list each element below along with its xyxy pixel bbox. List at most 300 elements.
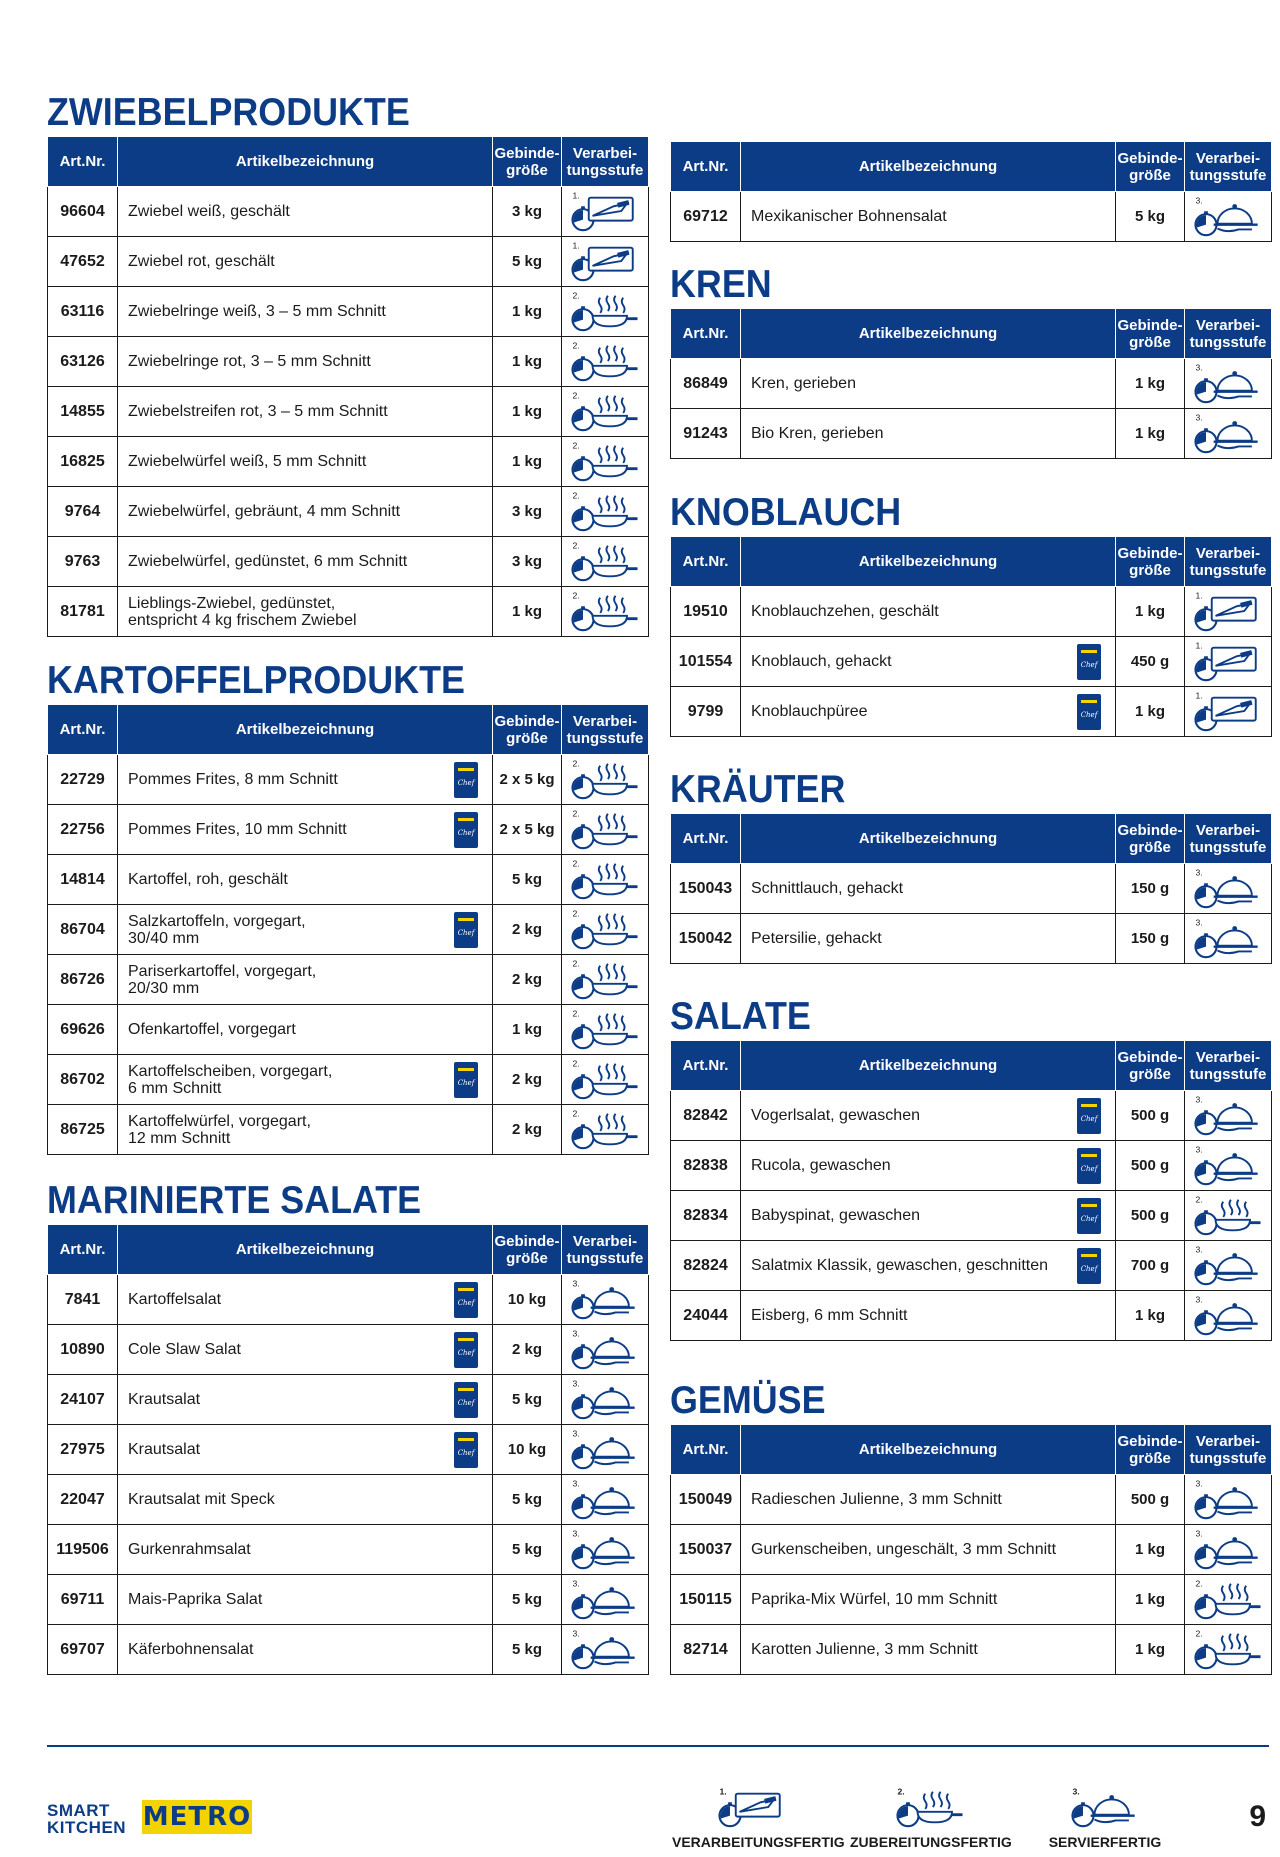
level-3-serving-icon <box>570 1478 640 1522</box>
article-name-line: Mexikanischer Bohnensalat <box>751 208 947 225</box>
table-row <box>48 337 649 387</box>
article-number: 82842 <box>671 1091 741 1141</box>
level-2-preparation-icon <box>570 1058 640 1102</box>
article-number: 69711 <box>48 1575 118 1625</box>
svg-text:2.: 2. <box>572 590 580 601</box>
article-number: 22729 <box>48 755 118 805</box>
article-number: 86726 <box>48 955 118 1005</box>
table-header-row <box>671 537 1272 587</box>
svg-text:2.: 2. <box>572 440 580 451</box>
article-name <box>118 587 493 637</box>
level-2-preparation-icon <box>570 908 640 952</box>
svg-text:2.: 2. <box>572 958 580 969</box>
article-name <box>118 337 493 387</box>
header-verarbeitungsstufe <box>1185 1041 1272 1091</box>
header-lvl-line1: Verarbei- <box>1195 544 1261 562</box>
header-qty-line2: größe <box>1129 838 1171 856</box>
level-3-serving-icon <box>1193 1094 1263 1138</box>
article-number: 69707 <box>48 1625 118 1675</box>
legend-item-level-2 <box>850 1786 1010 1850</box>
level-2-preparation-icon <box>570 440 640 484</box>
article-number: 9763 <box>48 537 118 587</box>
table-row <box>48 855 649 905</box>
article-number: 16825 <box>48 437 118 487</box>
header-art-nr: Art.Nr. <box>671 537 741 587</box>
svg-text:3.: 3. <box>1195 412 1203 423</box>
package-size: 5 kg <box>493 855 562 905</box>
article-name-line: Radieschen Julienne, 3 mm Schnitt <box>751 1491 1002 1508</box>
level-3-serving-icon <box>1193 1478 1263 1522</box>
article-name-line: Rucola, gewaschen <box>751 1157 891 1174</box>
table-row <box>48 1055 649 1105</box>
article-name-line: Pommes Frites, 8 mm Schnitt <box>128 771 338 788</box>
svg-text:2.: 2. <box>572 340 580 351</box>
header-artikelbezeichnung: Artikelbezeichnung <box>741 1425 1116 1475</box>
level-3-serving-icon <box>570 1328 640 1372</box>
header-art-nr: Art.Nr. <box>671 1425 741 1475</box>
package-size: 5 kg <box>493 1375 562 1425</box>
table-header-row <box>48 1225 649 1275</box>
table-header-row <box>671 814 1272 864</box>
article-name-line: Kartoffel, roh, geschält <box>128 871 288 888</box>
article-name <box>118 855 493 905</box>
level-1-processing-icon <box>570 190 640 234</box>
table-row <box>671 914 1272 964</box>
table-row <box>671 687 1272 737</box>
header-artikelbezeichnung: Artikelbezeichnung <box>741 142 1116 192</box>
table-row <box>671 1291 1272 1341</box>
section-title: SALATE <box>670 995 811 1038</box>
legend-label: ZUBEREITUNGSFERTIG <box>850 1834 1012 1850</box>
header-qty-line1: Gebinde- <box>494 1232 560 1250</box>
processing-level <box>562 437 649 487</box>
level-2-preparation-icon <box>570 758 640 802</box>
svg-text:2.: 2. <box>572 758 580 769</box>
article-name <box>118 437 493 487</box>
article-name <box>741 1575 1116 1625</box>
header-qty-line2: größe <box>506 729 548 747</box>
article-name <box>118 1525 493 1575</box>
table-row <box>48 1625 649 1675</box>
article-name-line: entspricht 4 kg frischem Zwiebel <box>128 611 357 629</box>
table-header-row <box>671 1041 1272 1091</box>
table-row <box>48 755 649 805</box>
product-table <box>670 536 1272 737</box>
article-name <box>118 287 493 337</box>
article-name-line: Kartoffelwürfel, vorgegart, <box>128 1112 311 1130</box>
processing-level <box>1185 1091 1272 1141</box>
table-row <box>48 387 649 437</box>
article-name <box>118 1325 493 1375</box>
header-lvl-line2: tungsstufe <box>1189 1065 1267 1083</box>
header-lvl-line1: Verarbei- <box>1195 821 1261 839</box>
legend-label: VERARBEITUNGSFERTIG <box>672 1834 845 1850</box>
processing-level <box>1185 1475 1272 1525</box>
level-1-processing-icon <box>1193 590 1263 634</box>
article-name-line: Salatmix Klassik, gewaschen, geschnitten <box>751 1257 1049 1274</box>
package-size: 1 kg <box>1116 359 1185 409</box>
article-name <box>118 1375 493 1425</box>
header-lvl-line2: tungsstufe <box>1189 333 1267 351</box>
table-row <box>671 1191 1272 1241</box>
header-qty-line2: größe <box>1129 1065 1171 1083</box>
level-3-serving-icon <box>570 1628 640 1672</box>
header-verarbeitungsstufe <box>1185 814 1272 864</box>
processing-level <box>1185 1575 1272 1625</box>
table-row <box>48 905 649 955</box>
article-name <box>118 237 493 287</box>
header-lvl-line2: tungsstufe <box>566 161 644 179</box>
header-qty-line1: Gebinde- <box>1117 1432 1183 1450</box>
package-size: 2 x 5 kg <box>493 805 562 855</box>
package-size: 500 g <box>1116 1091 1185 1141</box>
header-artikelbezeichnung: Artikelbezeichnung <box>118 137 493 187</box>
header-art-nr: Art.Nr. <box>48 705 118 755</box>
package-size: 150 g <box>1116 914 1185 964</box>
processing-level <box>1185 192 1272 242</box>
section-marinierte <box>47 1178 646 1675</box>
section-kraeuter <box>670 767 1269 964</box>
svg-text:1.: 1. <box>1195 640 1203 651</box>
table-row <box>48 287 649 337</box>
processing-level <box>562 1005 649 1055</box>
level-3-serving-icon <box>1070 1786 1140 1830</box>
article-name <box>741 1625 1116 1675</box>
metro-chef-logo <box>1077 1198 1101 1234</box>
header-verarbeitungsstufe <box>562 1225 649 1275</box>
package-size: 2 kg <box>493 905 562 955</box>
package-size: 2 kg <box>493 1105 562 1155</box>
processing-level <box>562 1625 649 1675</box>
article-name <box>118 387 493 437</box>
svg-text:2.: 2. <box>572 908 580 919</box>
metro-label: METRO <box>142 1802 252 1832</box>
header-lvl-line2: tungsstufe <box>1189 1449 1267 1467</box>
article-name-line: 20/30 mm <box>128 979 200 997</box>
processing-level <box>562 387 649 437</box>
processing-level <box>1185 1141 1272 1191</box>
article-number: 27975 <box>48 1425 118 1475</box>
processing-level <box>562 1475 649 1525</box>
article-number: 96604 <box>48 187 118 237</box>
processing-level <box>562 905 649 955</box>
section-title: GEMÜSE <box>670 1379 826 1422</box>
article-name <box>118 1425 493 1475</box>
svg-text:3.: 3. <box>1195 867 1203 878</box>
article-name <box>118 1575 493 1625</box>
article-name-line: Kren, gerieben <box>751 375 856 392</box>
processing-level <box>1185 1625 1272 1675</box>
article-number: 82714 <box>671 1625 741 1675</box>
table-header-row <box>671 1425 1272 1475</box>
svg-text:3.: 3. <box>572 1278 580 1289</box>
article-name-line: Paprika-Mix Würfel, 10 mm Schnitt <box>751 1591 998 1608</box>
level-2-preparation-icon <box>1193 1628 1263 1672</box>
svg-text:3.: 3. <box>572 1478 580 1489</box>
level-2-preparation-icon <box>570 540 640 584</box>
article-name-line: Eisberg, 6 mm Schnitt <box>751 1307 908 1324</box>
level-3-serving-icon <box>1193 1244 1263 1288</box>
header-qty-line2: größe <box>1129 333 1171 351</box>
product-table <box>670 1040 1272 1341</box>
svg-text:3.: 3. <box>1195 1528 1203 1539</box>
article-name <box>118 487 493 537</box>
level-3-serving-icon <box>1193 1144 1263 1188</box>
header-art-nr: Art.Nr. <box>48 1225 118 1275</box>
article-name <box>741 587 1116 637</box>
article-number: 150037 <box>671 1525 741 1575</box>
table-row <box>671 1241 1272 1291</box>
article-name-line: Knoblauch, gehackt <box>751 653 892 670</box>
article-name-line: 6 mm Schnitt <box>128 1079 222 1097</box>
article-number: 82824 <box>671 1241 741 1291</box>
section-salate <box>670 994 1269 1341</box>
article-name <box>741 359 1116 409</box>
header-qty-line2: größe <box>1129 561 1171 579</box>
level-2-preparation-icon <box>570 958 640 1002</box>
header-verarbeitungsstufe <box>562 705 649 755</box>
svg-text:3.: 3. <box>572 1528 580 1539</box>
package-size: 1 kg <box>1116 1575 1185 1625</box>
header-art-nr: Art.Nr. <box>671 1041 741 1091</box>
header-verarbeitungsstufe <box>1185 142 1272 192</box>
package-size: 1 kg <box>1116 1525 1185 1575</box>
package-size: 500 g <box>1116 1141 1185 1191</box>
package-size: 3 kg <box>493 487 562 537</box>
package-size: 5 kg <box>493 1475 562 1525</box>
package-size: 1 kg <box>493 1005 562 1055</box>
article-name <box>118 1055 493 1105</box>
article-name-line: 12 mm Schnitt <box>128 1129 231 1147</box>
svg-text:1.: 1. <box>719 1786 727 1797</box>
table-header-row <box>48 705 649 755</box>
article-name-line: Zwiebelwürfel weiß, 5 mm Schnitt <box>128 453 367 470</box>
svg-text:2.: 2. <box>897 1786 905 1797</box>
header-lvl-line1: Verarbei- <box>1195 316 1261 334</box>
product-table <box>47 136 649 637</box>
svg-text:3.: 3. <box>1195 1244 1203 1255</box>
level-2-preparation-icon <box>570 490 640 534</box>
package-size: 700 g <box>1116 1241 1185 1291</box>
svg-text:3.: 3. <box>1195 1478 1203 1489</box>
article-name-line: Pommes Frites, 10 mm Schnitt <box>128 821 347 838</box>
processing-level <box>562 1575 649 1625</box>
table-row <box>671 637 1272 687</box>
section-kren <box>670 262 1269 459</box>
processing-level <box>562 1105 649 1155</box>
table-row <box>48 805 649 855</box>
article-name-line: Kartoffelsalat <box>128 1291 222 1308</box>
header-lvl-line1: Verarbei- <box>1195 149 1261 167</box>
table-header-row <box>671 309 1272 359</box>
level-3-serving-icon <box>570 1528 640 1572</box>
article-name <box>741 1291 1116 1341</box>
table-row <box>671 1625 1272 1675</box>
package-size: 2 kg <box>493 955 562 1005</box>
article-name-line: Vogerlsalat, gewaschen <box>751 1107 920 1124</box>
svg-text:2.: 2. <box>572 858 580 869</box>
svg-text:3.: 3. <box>1195 917 1203 928</box>
table-row <box>671 409 1272 459</box>
header-qty-line2: größe <box>1129 1449 1171 1467</box>
package-size: 5 kg <box>1116 192 1185 242</box>
level-1-processing-icon <box>1193 690 1263 734</box>
processing-level <box>562 805 649 855</box>
package-size: 10 kg <box>493 1425 562 1475</box>
header-verarbeitungsstufe <box>562 137 649 187</box>
article-number: 91243 <box>671 409 741 459</box>
article-name-line: Babyspinat, gewaschen <box>751 1207 920 1224</box>
svg-text:2.: 2. <box>572 1108 580 1119</box>
level-2-preparation-icon <box>570 808 640 852</box>
level-3-serving-icon <box>1193 867 1263 911</box>
processing-level <box>1185 409 1272 459</box>
article-name <box>118 1005 493 1055</box>
table-row <box>48 587 649 637</box>
package-size: 1 kg <box>1116 409 1185 459</box>
header-gebindegroesse <box>493 1225 562 1275</box>
product-table <box>670 141 1272 242</box>
processing-level <box>1185 687 1272 737</box>
header-gebindegroesse <box>1116 1041 1185 1091</box>
article-number: 150042 <box>671 914 741 964</box>
processing-level <box>1185 1241 1272 1291</box>
header-artikelbezeichnung: Artikelbezeichnung <box>741 1041 1116 1091</box>
article-number: 69712 <box>671 192 741 242</box>
article-name <box>741 1091 1116 1141</box>
table-row <box>671 1575 1272 1625</box>
legend-item-level-1 <box>672 1786 845 1850</box>
article-name-line: Gurkenrahmsalat <box>128 1541 251 1558</box>
level-3-serving-icon <box>570 1378 640 1422</box>
table-header-row <box>48 137 649 187</box>
processing-level <box>562 337 649 387</box>
level-3-serving-icon <box>1193 195 1263 239</box>
legend-label: SERVIERFERTIG <box>1048 1834 1162 1850</box>
article-number: 22047 <box>48 1475 118 1525</box>
svg-text:2.: 2. <box>572 540 580 551</box>
svg-text:1.: 1. <box>572 240 580 251</box>
package-size: 1 kg <box>1116 687 1185 737</box>
table-row <box>48 955 649 1005</box>
package-size: 1 kg <box>493 337 562 387</box>
table-row <box>48 1325 649 1375</box>
article-number: 10890 <box>48 1325 118 1375</box>
table-row <box>671 1525 1272 1575</box>
processing-level <box>562 487 649 537</box>
article-name-line: Lieblings-Zwiebel, gedünstet, <box>128 594 336 612</box>
svg-text:3.: 3. <box>572 1578 580 1589</box>
article-name-line: Cole Slaw Salat <box>128 1341 241 1358</box>
package-size: 2 kg <box>493 1325 562 1375</box>
article-name <box>118 755 493 805</box>
svg-text:3.: 3. <box>1195 1294 1203 1305</box>
article-name-line: Zwiebelringe weiß, 3 – 5 mm Schnitt <box>128 303 386 320</box>
table-row <box>671 587 1272 637</box>
article-name <box>741 914 1116 964</box>
processing-level <box>1185 1291 1272 1341</box>
metro-chef-logo <box>1077 1098 1101 1134</box>
article-name-line: Knoblauchpüree <box>751 703 868 720</box>
header-qty-line1: Gebinde- <box>1117 1048 1183 1066</box>
article-number: 86704 <box>48 905 118 955</box>
product-table <box>47 704 649 1155</box>
table-row <box>671 864 1272 914</box>
product-table <box>670 813 1272 964</box>
article-number: 63116 <box>48 287 118 337</box>
table-row <box>48 487 649 537</box>
article-name-line: Gurkenscheiben, ungeschält, 3 mm Schnitt <box>751 1541 1057 1558</box>
level-3-serving-icon <box>570 1578 640 1622</box>
processing-level <box>1185 914 1272 964</box>
header-lvl-line2: tungsstufe <box>1189 561 1267 579</box>
article-name-line: Zwiebelwürfel, gebräunt, 4 mm Schnitt <box>128 503 401 520</box>
article-name <box>118 955 493 1005</box>
article-number: 69626 <box>48 1005 118 1055</box>
processing-level <box>562 587 649 637</box>
header-artikelbezeichnung: Artikelbezeichnung <box>741 537 1116 587</box>
table-row <box>48 1525 649 1575</box>
svg-text:3.: 3. <box>572 1628 580 1639</box>
header-qty-line2: größe <box>1129 166 1171 184</box>
header-gebindegroesse <box>493 705 562 755</box>
article-name-line: Käferbohnensalat <box>128 1641 254 1658</box>
package-size: 3 kg <box>493 187 562 237</box>
processing-level <box>562 237 649 287</box>
table-row <box>671 1475 1272 1525</box>
svg-text:3.: 3. <box>1195 1094 1203 1105</box>
kitchen-label: KITCHEN <box>47 1818 127 1837</box>
article-number: 9799 <box>671 687 741 737</box>
svg-text:3.: 3. <box>1195 1144 1203 1155</box>
header-qty-line2: größe <box>506 1249 548 1267</box>
level-3-serving-icon <box>1193 1528 1263 1572</box>
header-gebindegroesse <box>1116 1425 1185 1475</box>
processing-level <box>562 287 649 337</box>
header-verarbeitungsstufe <box>1185 537 1272 587</box>
article-name-line: Zwiebel rot, geschält <box>128 253 275 270</box>
svg-text:2.: 2. <box>1195 1628 1203 1639</box>
article-name <box>741 637 1116 687</box>
processing-level <box>562 955 649 1005</box>
svg-text:2.: 2. <box>572 390 580 401</box>
header-art-nr: Art.Nr. <box>671 142 741 192</box>
smart-label: SMART <box>47 1801 110 1820</box>
table-row <box>48 1105 649 1155</box>
level-2-preparation-icon <box>1193 1194 1263 1238</box>
package-size: 1 kg <box>1116 587 1185 637</box>
article-name-line: Mais-Paprika Salat <box>128 1591 263 1608</box>
svg-text:3.: 3. <box>1072 1786 1080 1797</box>
processing-level <box>562 1275 649 1325</box>
metro-chef-logo <box>1077 1248 1101 1284</box>
section-title: MARINIERTE SALATE <box>47 1179 422 1222</box>
header-artikelbezeichnung: Artikelbezeichnung <box>741 309 1116 359</box>
level-3-serving-icon <box>570 1428 640 1472</box>
table-row <box>48 1275 649 1325</box>
article-name <box>118 1105 493 1155</box>
package-size: 1 kg <box>1116 1625 1185 1675</box>
article-name-line: Kartoffelscheiben, vorgegart, <box>128 1062 333 1080</box>
article-name-line: 30/40 mm <box>128 929 200 947</box>
level-1-processing-icon <box>570 240 640 284</box>
article-number: 22756 <box>48 805 118 855</box>
article-number: 14814 <box>48 855 118 905</box>
level-2-preparation-icon <box>570 290 640 334</box>
level-3-serving-icon <box>1193 362 1263 406</box>
header-gebindegroesse <box>1116 537 1185 587</box>
table-header-row <box>671 142 1272 192</box>
